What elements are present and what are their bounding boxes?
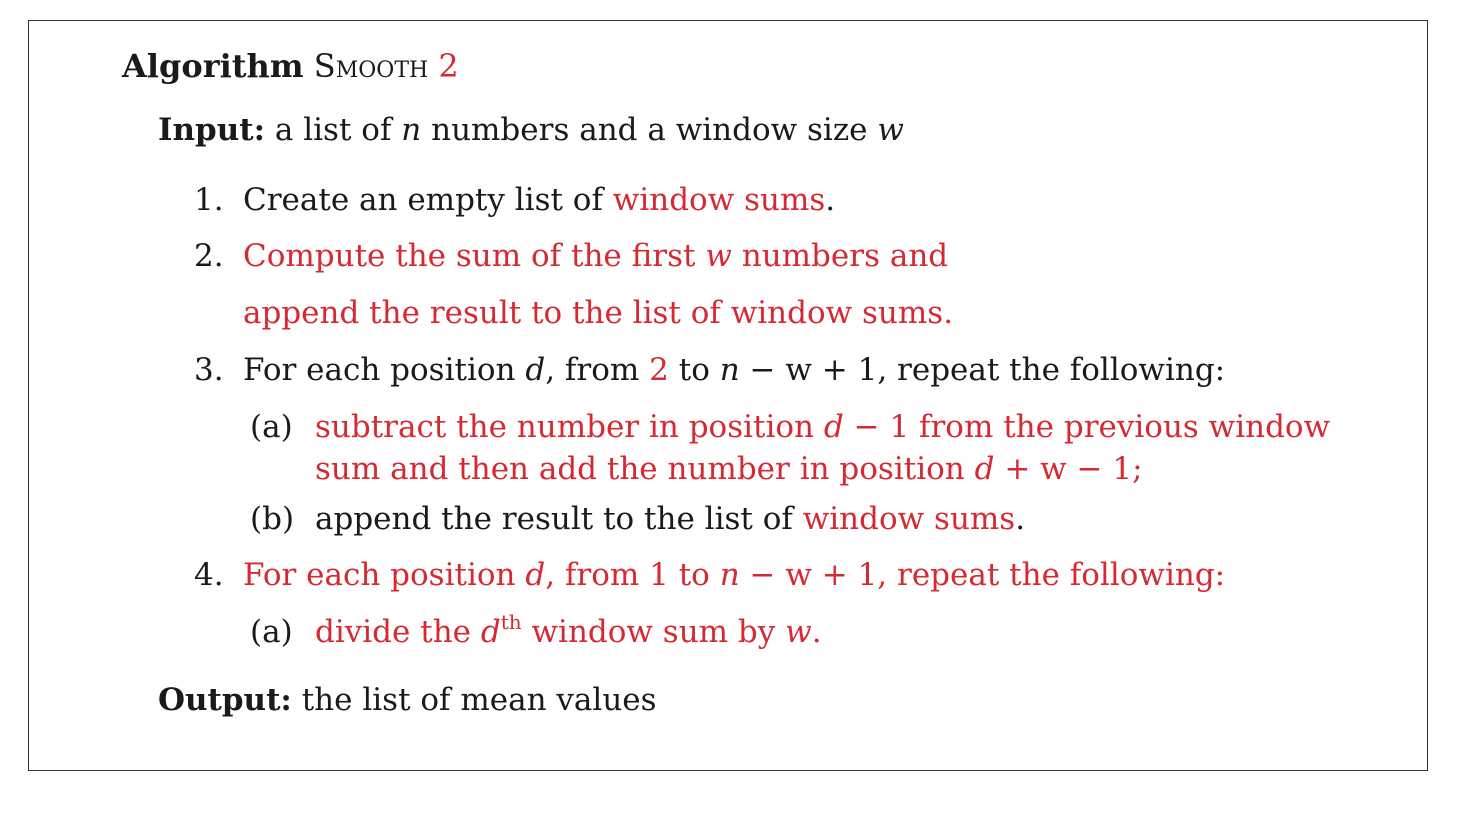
input-text-a: a list of [274,112,392,148]
step-3-text [243,352,1225,388]
step-3b-text-a: append the result to the list of [315,501,793,537]
step-2-text [243,238,948,274]
step-3-text-a: For each position [243,352,516,388]
step-4-n: n [719,557,740,593]
step-4-number: 4. [194,557,224,593]
step-4-expr: − w + 1, repeat the following: [749,557,1226,593]
step-4a-text [315,609,822,650]
algorithm-title [122,48,459,84]
input-n: n [401,112,422,148]
step-3a-d2: d [974,451,995,487]
step-3a-line-2-a: sum and then add the number in position [315,451,965,487]
step-3-d: d [525,352,546,388]
step-4a-w: w [785,614,812,650]
step-4a-text-b: window sum by [531,614,776,650]
step-3b-text [315,501,1025,537]
step-3b-label: (b) [250,501,295,537]
step-4-text-b: , from 1 to [545,557,710,593]
step-3-expr: − w + 1, repeat the following: [749,352,1226,388]
step-4a-d: d [480,614,501,650]
step-3-from-value: 2 [649,352,669,388]
output-label: Output: [158,682,292,718]
output-line [158,682,657,718]
input-w: w [877,112,904,148]
step-3a-line-2-b: + w − 1; [1004,451,1143,487]
step-3b-highlight: window sums [802,501,1016,537]
step-2-w: w [705,238,732,274]
output-text: the list of mean values [301,682,657,718]
step-1-text [243,182,835,218]
step-3a-d: d [823,409,844,445]
step-1-text-b: . [825,182,836,218]
step-4a-label: (a) [250,614,293,650]
step-3-text-c: to [678,352,710,388]
step-1-number: 1. [194,182,224,218]
step-1-text-a: Create an empty list of [243,182,603,218]
step-3a-text [315,409,1330,445]
step-2-text-b: numbers and [741,238,949,274]
algorithm-name: Smooth [313,47,429,85]
input-text-b: numbers and a window size [431,112,868,148]
step-4a-text-c: . [811,614,822,650]
step-3-number: 3. [194,352,224,388]
step-2-line-2: append the result to the list of window sums. [243,295,954,331]
step-2-number: 2. [194,238,224,274]
step-3b-text-b: . [1015,501,1026,537]
step-2-text-a: Compute the sum of the first [243,238,696,274]
step-3-text-b: , from [545,352,640,388]
algorithm-number: 2 [438,47,459,85]
step-4-text-a: For each position [243,557,516,593]
step-3a-text-b: − 1 from the previous window [853,409,1331,445]
step-4a-text-a: divide the [315,614,471,650]
step-3a-line-2 [315,451,1143,487]
step-1-highlight: window sums [612,182,826,218]
step-4-text [243,557,1225,593]
step-3a-label: (a) [250,409,293,445]
input-label: Input: [158,112,266,148]
step-3a-text-a: subtract the number in position [315,409,815,445]
step-4a-superscript: th [500,609,522,634]
step-3-n: n [719,352,740,388]
input-line [158,112,904,148]
step-4-d: d [525,557,546,593]
algorithm-label: Algorithm [122,47,304,85]
